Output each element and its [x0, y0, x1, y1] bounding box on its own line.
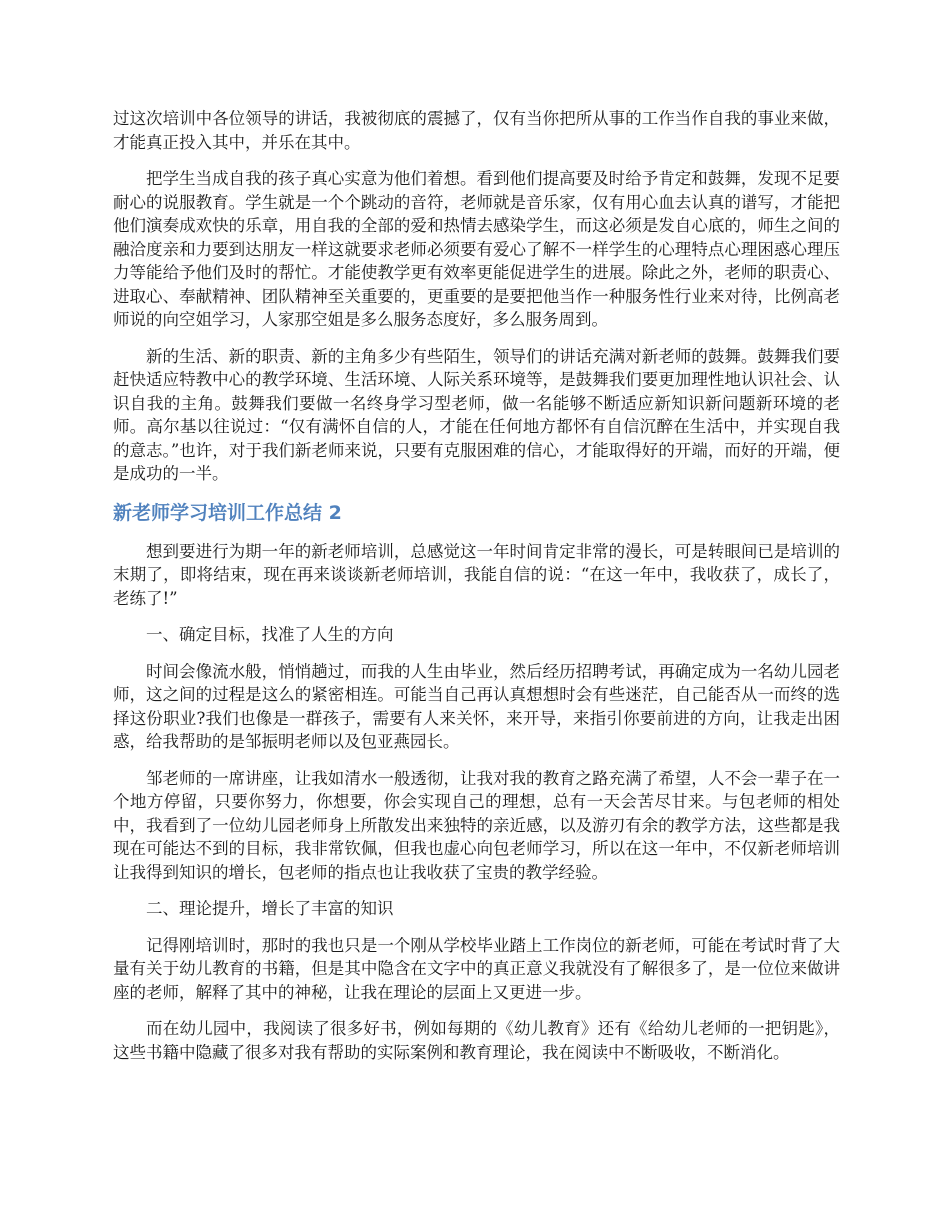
paragraph-students: 把学生当成自我的孩子真心实意为他们着想。看到他们提高要及时给予肯定和鼓舞，发现不足要耐心的说服教育。学生就是一个个跳动的音符，老师就是音乐家，仅有用心血去认真的谱写，才能把他们演奏成欢快的乐章，用自我的全部的爱和热情去感染学生，而这必须是发自心底的，师生之间的融洽度亲和力要到达朋友一样这就要求老师必须要有爱心了解不一样学生的心理特点心理困惑心理压力等能给予他们及时的帮忙。才能使教学更有效率更能促进学生的进展。除此之外，老师的职责心、进取心、奉献精神、团队精神至关重要的，更重要的是要把他当作一种服务性行业来对待，比例高老师说的向空姐学习，人家那空姐是多么服务态度好，多么服务周到。: [113, 169, 840, 329]
paragraph-time: 时间会像流水般，悄悄趟过，而我的人生由毕业，然后经历招聘考试，再确定成为一名幼儿园老师，这之间的过程是这么的紧密相连。可能当自己再认真想想时会有些迷茫，自己能否从一而终的选择这份职业?我们也像是一群孩子，需要有人来关怀，来开导，来指引你要前进的方向，让我走出困惑，给我帮助的是邹振明老师以及包亚燕园长。: [113, 661, 840, 751]
document-body: [113, 107, 840, 1077]
paragraph-year: 想到要进行为期一年的新老师培训，总感觉这一年时间肯定非常的漫长，可是转眼间已是培训的末期了，即将结束，现在再来谈谈新老师培训，我能自信的说：“在这一年中，我收获了，成长了，老练了!”: [113, 541, 840, 608]
subheading-theory: 二、理论提升，增长了丰富的知识: [146, 899, 394, 918]
section-heading-2: 新老师学习培训工作总结 2: [113, 501, 342, 524]
subheading-goal: 一、确定目标，找准了人生的方向: [146, 625, 394, 644]
paragraph-intro: 过这次培训中各位领导的讲话，我被彻底的震撼了，仅有当你把所从事的工作当作自我的事业来做，才能真正投入其中，并乐在其中。: [113, 109, 840, 152]
paragraph-new-life: 新的生活、新的职责、新的主角多少有些陌生，领导们的讲话充满对新老师的鼓舞。鼓舞我们要赶快适应特教中心的教学环境、生活环境、人际关系环境等，是鼓舞我们要更加理性地认识社会、认识自我的主角。鼓舞我们要做一名终身学习型老师，做一名能够不断适应新知识新问题新环境的老师。高尔基以往说过：“仅有满怀自信的人，才能在任何地方都怀有自信沉醉在生活中，并实现自我的意志。”也许，对于我们新老师来说，只要有克服困难的信心，才能取得好的开端，而好的开端，便是成功的一半。: [113, 346, 840, 483]
paragraph-books: 而在幼儿园中，我阅读了很多好书，例如每期的《幼儿教育》还有《给幼儿老师的一把钥匙》，这些书籍中隐藏了很多对我有帮助的实际案例和教育理论，我在阅读中不断吸收，不断消化。: [113, 1019, 840, 1062]
paragraph-zou: 邹老师的一席讲座，让我如清水一般透彻，让我对我的教育之路充满了希望，人不会一辈子在一个地方停留，只要你努力，你想要，你会实现自己的理想，总有一天会苦尽甘来。与包老师的相处中，我看到了一位幼儿园老师身上所散发出来独特的亲近感，以及游刃有余的教学方法，这些都是我现在可能达不到的目标，我非常钦佩，但我也虚心向包老师学习，所以在这一年中，不仅新老师培训让我得到知识的增长，包老师的指点也让我收获了宝贵的教学经验。: [113, 768, 840, 882]
paragraph-memory: 记得刚培训时，那时的我也只是一个刚从学校毕业踏上工作岗位的新老师，可能在考试时背了大量有关于幼儿教育的书籍，但是其中隐含在文字中的真正意义我就没有了解很多了，是一位位来做讲座的老师，解释了其中的神秘，让我在理论的层面上又更进一步。: [113, 935, 840, 1002]
